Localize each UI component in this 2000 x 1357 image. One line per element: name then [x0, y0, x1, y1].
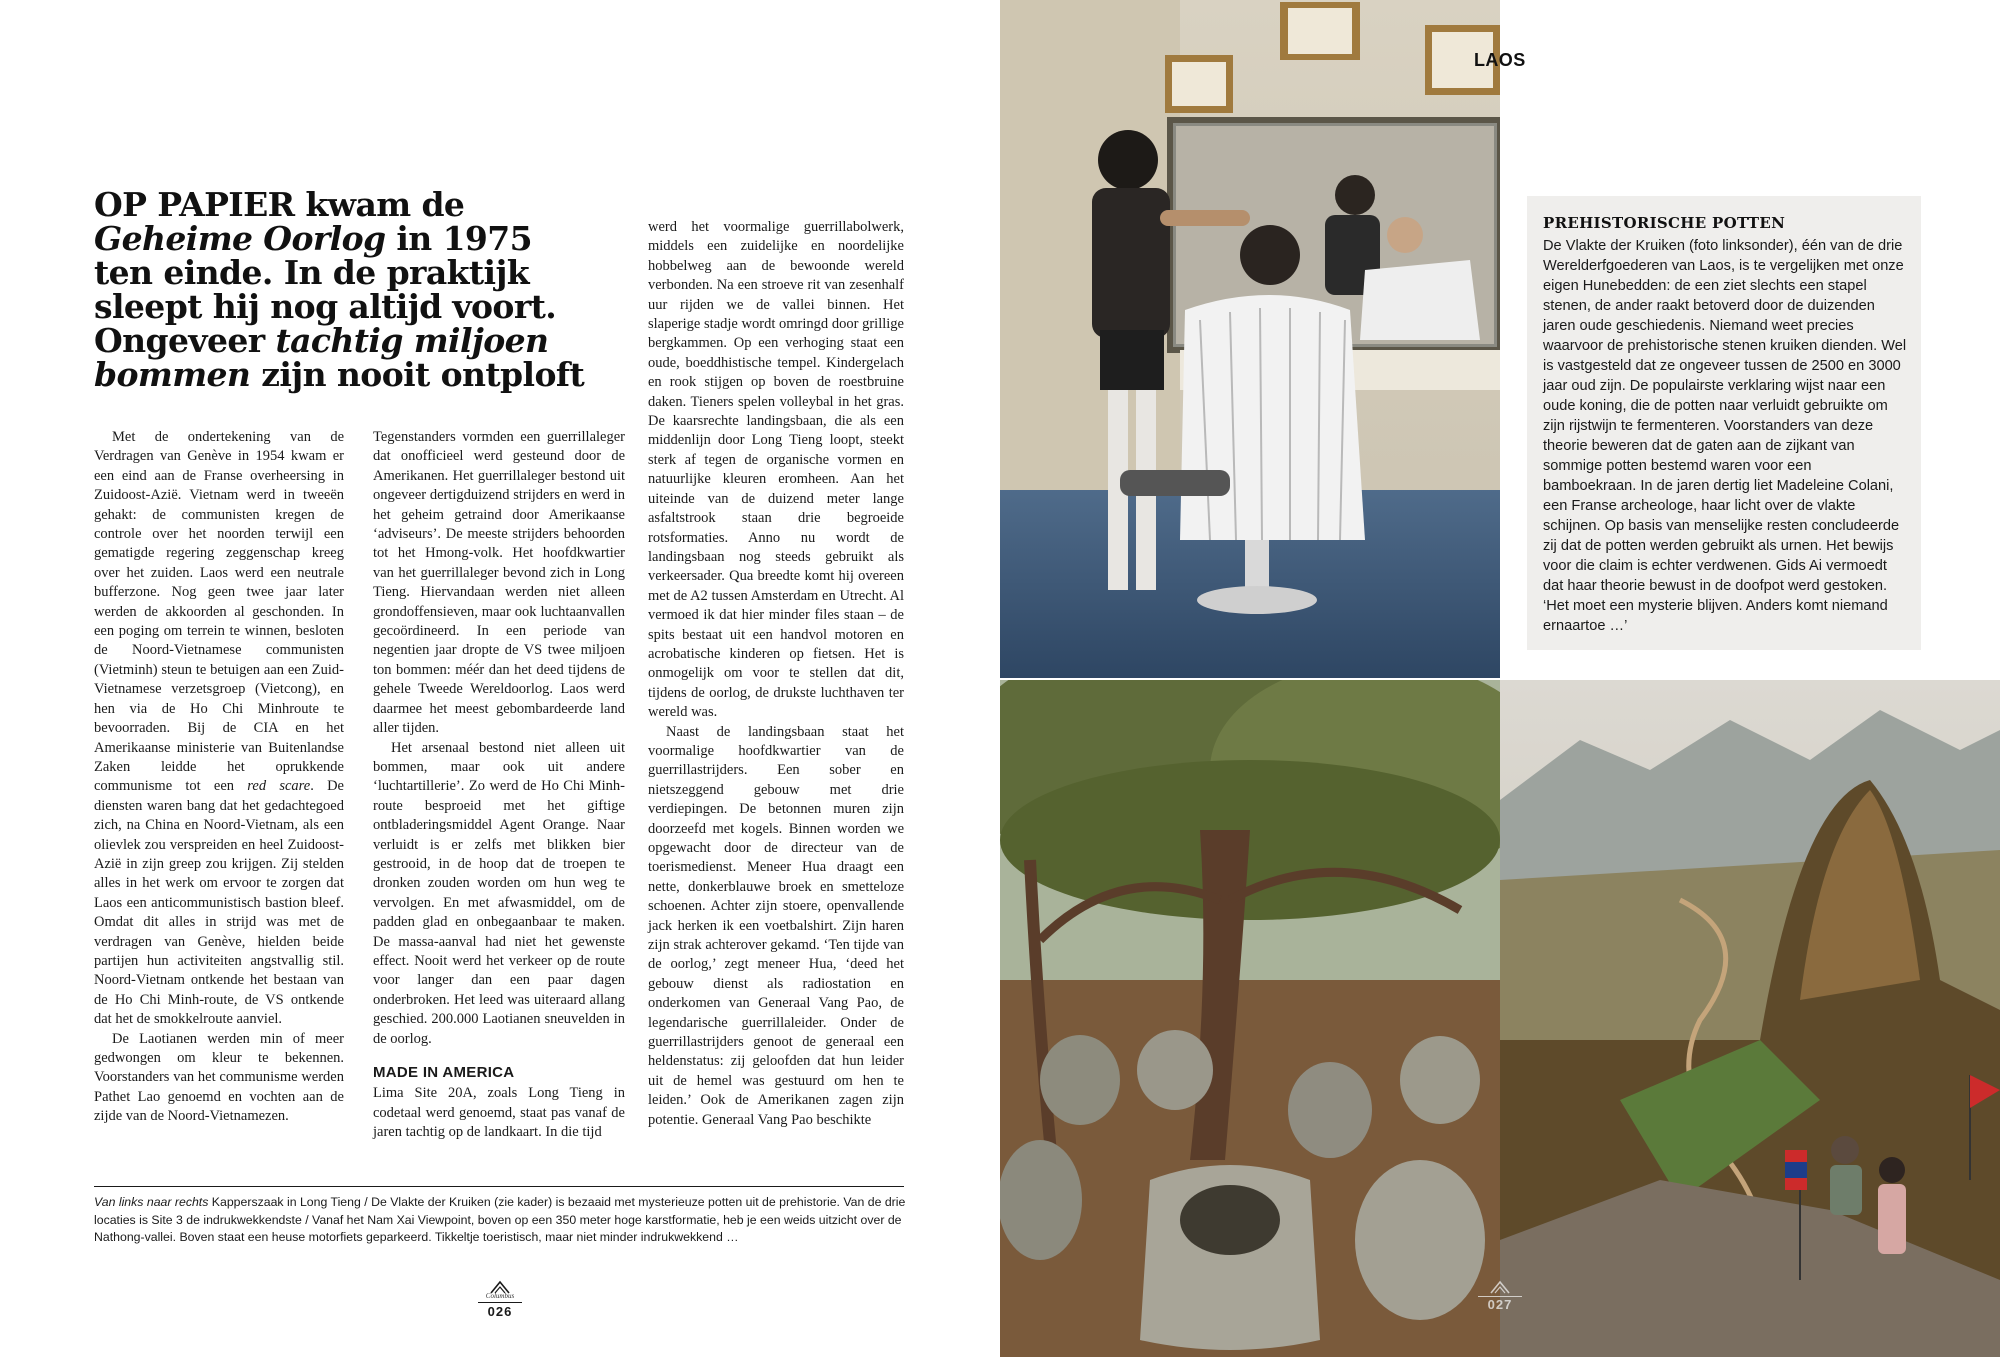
paragraph: werd het voormalige guerrillabolwerk, middels een zuidelijke en noordelijke hobbelweg aan de bewoonde wereld verbonden. Na een stroeve rit van zesenhalf uur rijden we de vallei binnen. Het slaperige stadje wordt omringd door grillige bergkammen. Op een verhoging staat een oude, boeddhistische tempel. Kindergelach en rook stijgen op boven de roestbruine daken. Tieners spelen volleybal in het gras. De kaarsrechte landingsbaan, die als een middenlijn door Long Tieng loopt, steekt sterk af tegen de organische vormen en natuurlijke kleuren eromheen. Aan het uiteinde van de duizend meter lange asfaltstrook staan drie begroeide rotsformaties. Anno nu wordt de landingsbaan nog steeds gebruikt als verkeersader. Qua breedte komt hij overeen met de A2 tussen Amsterdam en Utrecht. Al vermoed ik dat hier minder files staan – de spits bestaat uit een handvol motoren en acrobatische kinderen op fietsen. Het is onmogelijk om voor te stellen dat dit, tijdens de oorlog, de drukste luchthaven ter wereld was.: [648, 219, 904, 721]
headline-text: zijn nooit ontploft: [250, 355, 585, 394]
paragraph: Naast de landingsbaan staat het voormalige hoofdkwartier van de guerrillastrijders. Een sober en nietszeggend gebouw met drie verdiepingen. De betonnen muren zijn doorzeefd met kogels. Binnen worden we opgewacht door de directeur van de toerismedienst. Meneer Hua draagt een nette, donkerblauwe broek en smetteloze schoenen. Achter zijn stoere, openvallende jack herken ik een voetbalshirt. Zijn haren zijn strak achterover gekamd. ‘Ten tijde van de oorlog,’ zegt meneer Hua, ‘deed het gebouw dienst als radiostation en onderkomen van Generaal Vang Pao, de legendarische guerrillaleider. Onder de guerrillastrijders genoot de generaal een heldenstatus: zij geloofden dat hun leider uit de hemel was gestuurd om hen te leiden.’ Ook de Amerikanen zagen zijn potentie. Generaal Vang Pao beschikte: [648, 723, 904, 1128]
body-column-1: [94, 428, 344, 1127]
caption-text: Kapperszaak in Long Tieng / De Vlakte der Kruiken (zie kader) is bezaaid met mysterieuze potten uit de prehistorie. Van de drie locaties is Site 3 de indrukwekkendste / Vanaf het Nam Xai Viewpoint, boven op een 350 meter hoge karstformatie, heb je een weids uitzicht over de Nathong-vallei. Boven staat een heuse motorfiets geparkeerd. Tikkeltje toeristisch, maar niet minder indrukwekkend …: [94, 1195, 906, 1244]
paragraph: [94, 428, 344, 1030]
headline: [94, 185, 594, 394]
paragraph-text: . De diensten waren bang dat het gedachtegoed zich, na China en Noord-Vietnam, als een olievlek zou verspreiden en heel Zuidoost-Azië in zijn greep zou krijgen. Zij stelden alles in het werk om ervoor te zorgen dat Laos een anticommunistisch bastion bleef. Omdat dit alles in strijd was met de verdragen van Genève, hielden beide partijen hun activiteiten angstvallig stil. Noord-Vietnam ontkende het bestaan van de Ho Chi Minh-route, de VS ontkende dat het de smokkelroute aanviel.: [94, 778, 344, 1028]
paragraph: Lima Site 20A, zoals Long Tieng in codetaal werd genoemd, staat pas vanaf de jaren tachtig op de landkaart. In die tijd: [373, 1085, 625, 1141]
barbershop-photo: [1000, 0, 1500, 678]
section-label: LAOS: [1474, 50, 1526, 70]
sidebar-title: PREHISTORISCHE POTTEN: [1543, 214, 1786, 232]
nathong-valley-photo: [1500, 680, 2000, 1357]
page-number-right: [1478, 1280, 1522, 1312]
brand-name: Columbus: [485, 1292, 515, 1300]
paragraph: Het arsenaal bestond niet alleen uit bommen, maar ook uit andere ‘luchtartillerie’. Zo werd de Ho Chi Minh-route besproeid met het giftige ontbladeringsmiddel Agent Orange. Naar verluidt is er zelfs met blikken bier gestrooid, in de hoop dat de troepen te dronken zouden worden om hun weg te vervolgen. En met afwasmiddel, om de padden glad en onbegaanbaar te maken. De massa-aanval had niet het gewenste effect. Nooit werd het verkeer op de route voor langer dan een paar dagen onderbroken. Het leed was uiteraard allang geschied. 200.000 Laotianen sneuvelden in de oorlog.: [373, 739, 625, 1047]
page-number: 026: [478, 1302, 522, 1319]
sidebar-text: De Vlakte der Kruiken (foto linksonder), één van de drie Werelderfgoederen van Laos, is te vergelijken met onze eigen Hunebedden: de een ziet slechts een stapel stenen, de ander raakt betoverd door de duizenden jaren oude geschiedenis. Niemand weet precies waarvoor de prehistorische stenen kruiken dienden. Wel is vastgesteld dat ze ongeveer tussen de 2500 en 3000 jaar oud zijn. De populairste verklaring wijst naar een oude koning, die de potten naar verluidt gebruikte om zijn rijstwijn te fermenteren. Voorstanders van deze theorie beweren dat de gaten aan de zijkant van sommige potten bestemd waren voor een bamboekraan. In de jaren dertig liet Madeleine Colani, een Franse archeologe, haar licht over de vlakte schijnen. Op basis van menselijke resten concludeerde zij dat de potten werden gebruikt als urnen. Het bewijs voor die claim is echter verdwenen. Gids Ai vermoedt dat haar theorie bewust in de doofpot werd gestoken. ‘Het moet een mysterie blijven. Anders komt niemand ernaartoe …’: [1543, 238, 1907, 634]
page-number-left: [478, 1280, 522, 1319]
paragraph: Tegenstanders vormden een guerrillaleger dat onofficieel werd gesteund door de Amerikanen. Het guerrillaleger bestond uit ongeveer dertigduizend strijders en werd in het geheim getraind door Amerikaanse ‘adviseurs’. De meeste strijders behoorden tot het Hmong-volk. Het hoofdkwartier van het guerrillaleger bevond zich in Long Tieng. Hiervandaan werden niet alleen grondoffensieven, maar ook luchtaanvallen gecoördineerd. In een periode van negentien jaar dropte de VS twee miljoen ton bommen: méér dan het deed tijdens de gehele Tweede Wereldoorlog. Laos werd daarmee het meest gebombardeerde land aller tijden.: [373, 429, 625, 737]
columbus-logo-icon: [1489, 1280, 1511, 1294]
paragraph-italic: red scare: [247, 778, 311, 795]
subheading: MADE IN AMERICA: [373, 1064, 515, 1081]
caption-italic: Van links naar rechts: [94, 1195, 209, 1209]
caption-divider: [94, 1186, 904, 1187]
body-column-3: [648, 218, 904, 1130]
headline-italic: Geheime Oorlog: [94, 219, 386, 258]
photo-caption: [94, 1194, 906, 1247]
headline-italic: tachtig miljoen bommen: [94, 321, 549, 394]
headline-text: in 1975 ten einde. In de praktijk sleept hij nog altijd voort. Ongeveer: [94, 219, 557, 360]
paragraph-text: Met de ondertekening van de Verdragen van Genève in 1954 kwam er een eind aan de Franse overheersing in Zuidoost-Azië. Vietnam werd in tweeën gehakt: de communisten kregen de controle over het noorden terwijl een gematigde regering zeggenschap kreeg over het zuiden. Laos werd een neutrale bufferzone. Nog geen twee jaar later werden de akkoorden al geschonden. In een poging om terrein te winnen, besloten de Noord-Vietnamese communisten (Vietminh) steun te betuigen aan een Zuid-Vietnamese verzetsgroep (Vietcong), en hen via de Ho Chi Minhroute te bevoorraden. Bij de CIA en het Amerikaanse ministerie van Buitenlandse Zaken leidde het oprukkende communisme tot een: [94, 429, 344, 795]
headline-text: OP PAPIER kwam de: [94, 185, 465, 224]
paragraph: De Laotianen werden min of meer gedwongen om kleur te bekennen. Voorstanders van het communisme werden Pathet Lao genoemd en vochten aan de zijde van de Noord-Vietnamezen.: [94, 1030, 344, 1125]
body-column-2: [373, 428, 625, 1143]
plain-of-jars-photo: [1000, 680, 1500, 1357]
page-number: 027: [1478, 1296, 1522, 1312]
